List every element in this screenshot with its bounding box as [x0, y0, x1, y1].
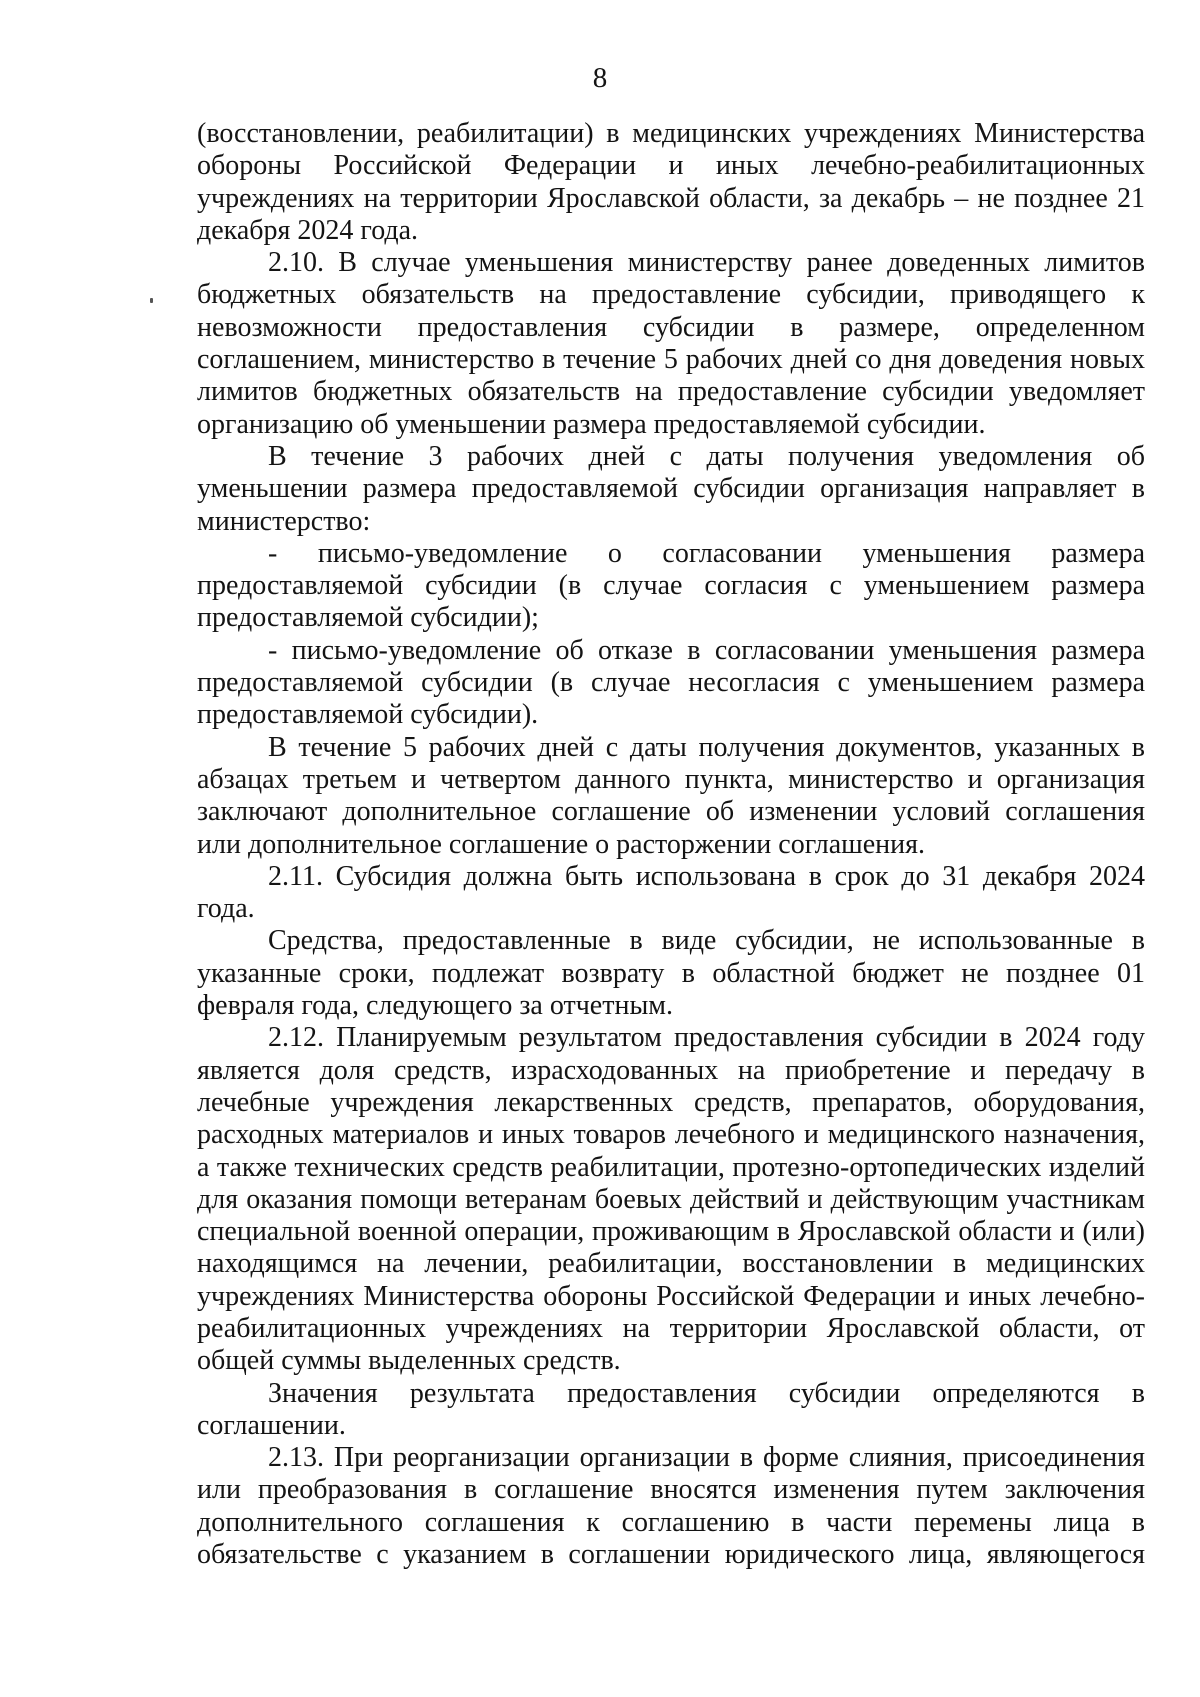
page-number: 8	[592, 62, 608, 94]
list-item-refusal-letter: - письмо-уведомление об отказе в согласовании уменьшения размера предоставляемой субсидии (в случае несогласия с уменьшением размера предоставляемой субсидии).	[197, 634, 1145, 731]
paragraph-2-12: 2.12. Планируемым результатом предоставления субсидии в 2024 году является доля средств, израсходованных на приобретение и передачу в лечебные учреждения лекарственных средств, препаратов, оборудования, расходных материалов и иных товаров лечебного и медицинского назначения, а также технических средств реабилитации, протезно-ортопедических изделий для оказания помощи ветеранам боевых действий и действующим участникам специальной военной операции, проживающим в Ярославской области и (или) находящимся на лечении, реабилитации, восстановлении в медицинских учреждениях Министерства обороны Российской Федерации и иных лечебно-реабилитационных учреждениях на территории Ярославской области, от общей суммы выделенных средств.	[197, 1022, 1145, 1377]
paragraph-2-10: 2.10. В случае уменьшения министерству ранее доведенных лимитов бюджетных обязательств на предоставление субсидии, приводящего к невозможности предоставления субсидии в размере, определенном соглашением, министерство в течение 5 рабочих дней со дня доведения новых лимитов бюджетных обязательств на предоставление субсидии уведомляет организацию об уменьшении размера предоставляемой субсидии.	[197, 247, 1145, 440]
paragraph-refund: Средства, предоставленные в виде субсидии, не использованные в указанные сроки, подлежат возврату в областной бюджет не позднее 01 февраля года, следующего за отчетным.	[197, 925, 1145, 1022]
list-item-agreement-letter: - письмо-уведомление о согласовании уменьшения размера предоставляемой субсидии (в случае согласия с уменьшением размера предоставляемой субсидии);	[197, 537, 1145, 634]
paragraph-2-13: 2.13. При реорганизации организации в форме слияния, присоединения или преобразования в соглашение вносятся изменения путем заключения дополнительного соглашения к соглашению в части перемены лица в обязательстве с указанием в соглашении юридического лица, являющегося	[197, 1442, 1145, 1571]
paragraph-notification-period: В течение 3 рабочих дней с даты получения уведомления об уменьшении размера предоставляемой субсидии организация направляет в министерство:	[197, 440, 1145, 537]
paragraph-result-values: Значения результата предоставления субсидии определяются в соглашении.	[197, 1377, 1145, 1441]
paragraph-continuation: (восстановлении, реабилитации) в медицинских учреждениях Министерства обороны Российской Федерации и иных лечебно-реабилитационных учреждениях на территории Ярославской области, за декабрь – не позднее 21 декабря 2024 года.	[197, 118, 1145, 246]
scan-mark	[150, 298, 153, 303]
document-body	[197, 118, 1145, 1571]
paragraph-2-11: 2.11. Субсидия должна быть использована в срок до 31 декабря 2024 года.	[197, 860, 1145, 925]
paragraph-additional-agreement: В течение 5 рабочих дней с даты получения документов, указанных в абзацах третьем и четвертом данного пункта, министерство и организация заключают дополнительное соглашение об изменении условий соглашения или дополнительное соглашение о расторжении соглашения.	[197, 731, 1145, 860]
